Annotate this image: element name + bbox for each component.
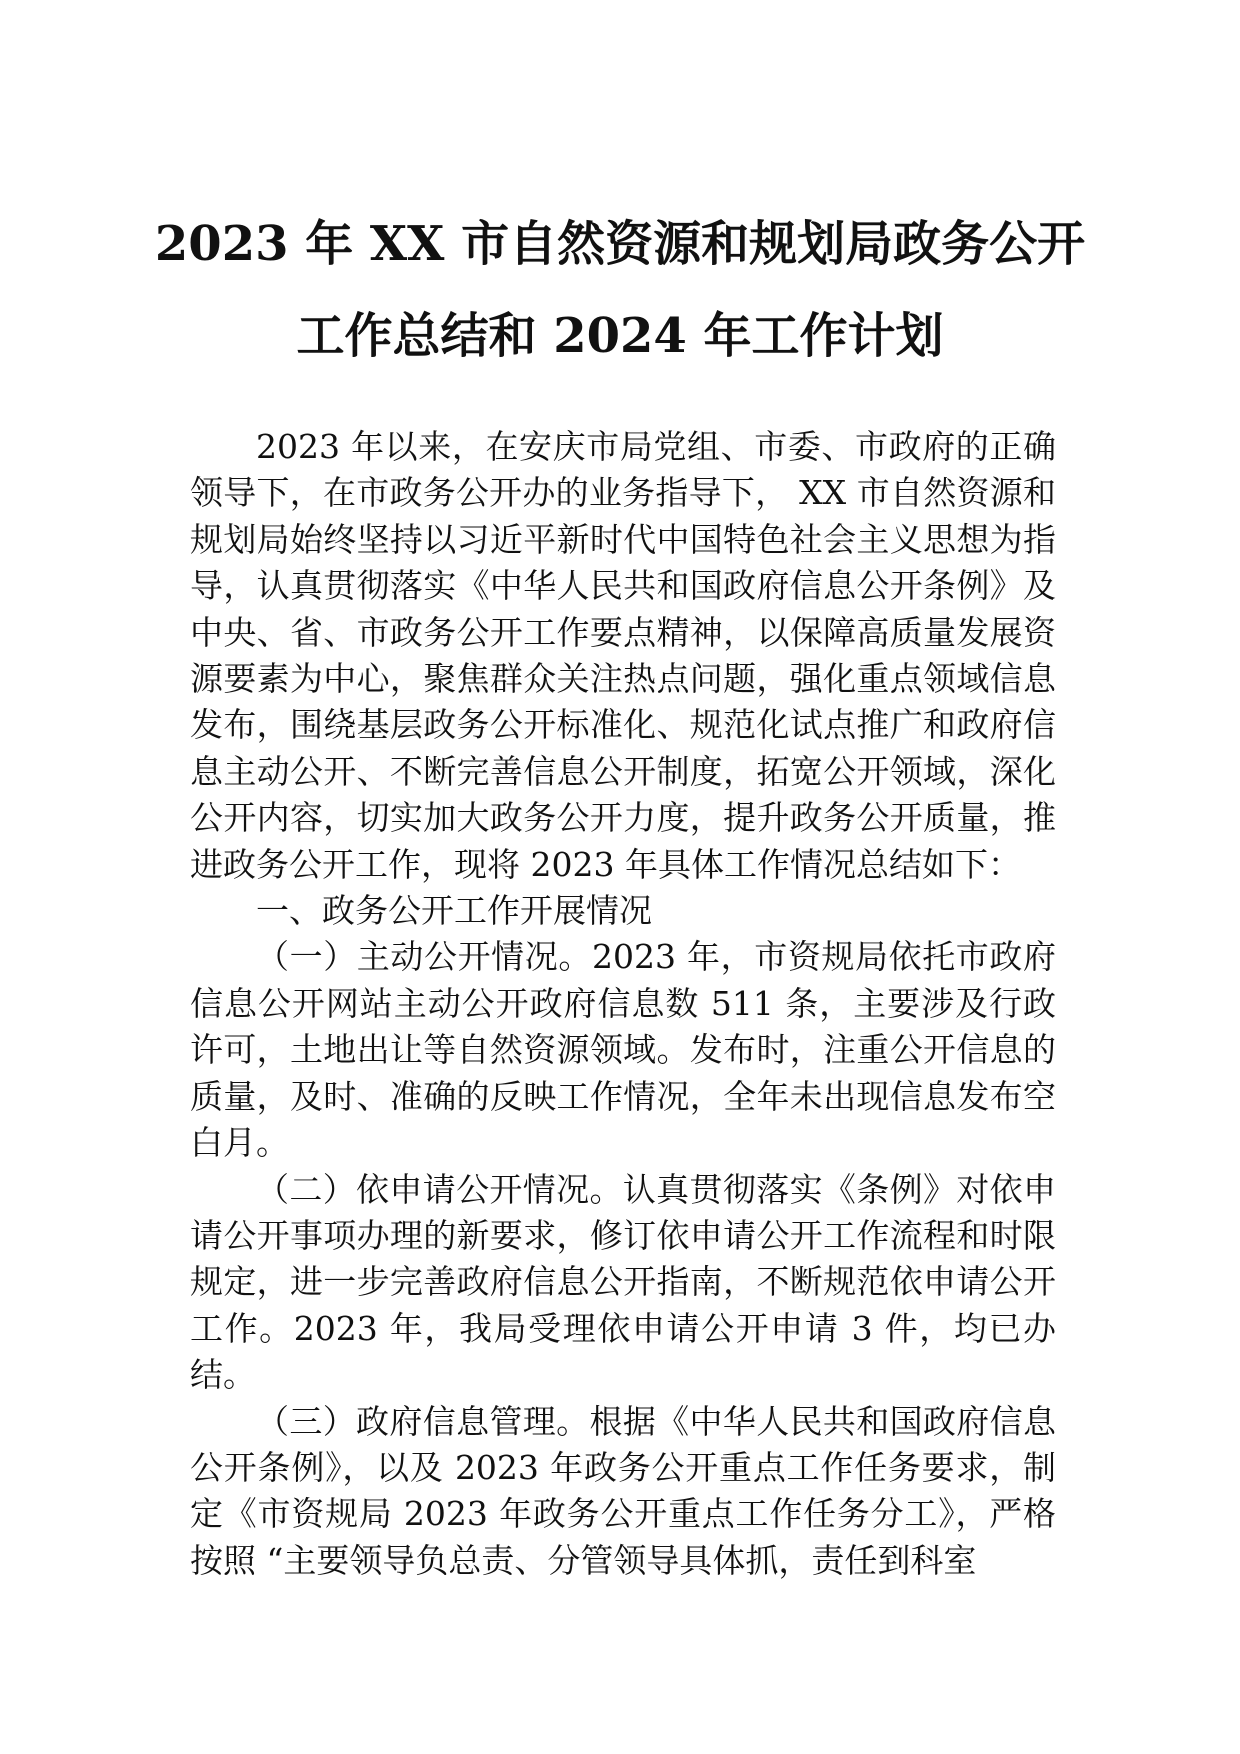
paragraph-application-disclosure: （二）依申请公开情况。认真贯彻落实《条例》对依申请公开事项办理的新要求，修订依申请公开工作流程和时限规定，进一步完善政府信息公开指南，不断规范依申请公开工作。2023 年，我局受理依申请公开申请 3 件，均已办结。: [190, 1169, 1056, 1395]
paragraph-information-management: （三）政府信息管理。根据《中华人民共和国政府信息公开条例》，以及 2023 年政务公开重点工作任务要求，制定《市资规局 2023 年政务公开重点工作任务分工》，严格按照 “主要领导负总责、分管领导具体抓，责任到科室: [190, 1401, 1056, 1580]
document-title-line-2: 工作总结和 2024 年工作计划: [296, 308, 944, 364]
document-body: [190, 424, 1056, 1584]
intro-paragraph: 2023 年以来，在安庆市局党组、市委、市政府的正确领导下，在市政务公开办的业务指导下， XX 市自然资源和规划局始终坚持以习近平新时代中国特色社会主义思想为指导，认真贯彻落实《中华人民共和国政府信息公开条例》及中央、省、市政务公开工作要点精神，以保障高质量发展资源要素为中心，聚焦群众关注热点问题，强化重点领域信息发布，围绕基层政务公开标准化、规范化试点推广和政府信息主动公开、不断完善信息公开制度，拓宽公开领域，深化公开内容，切实加大政务公开力度，提升政务公开质量，推进政务公开工作，现将 2023 年具体工作情况总结如下：: [190, 427, 1056, 884]
section-heading-1: 一、政务公开工作开展情况: [256, 891, 652, 931]
document-title-line-1: 2023 年 XX 市自然资源和规划局政务公开: [154, 216, 1086, 272]
paragraph-active-disclosure: （一）主动公开情况。2023 年，市资规局依托市政府信息公开网站主动公开政府信息数 511 条，主要涉及行政许可，土地出让等自然资源领域。发布时，注重公开信息的质量，及时、准确的反映工作情况，全年未出现信息发布空白月。: [190, 937, 1056, 1163]
